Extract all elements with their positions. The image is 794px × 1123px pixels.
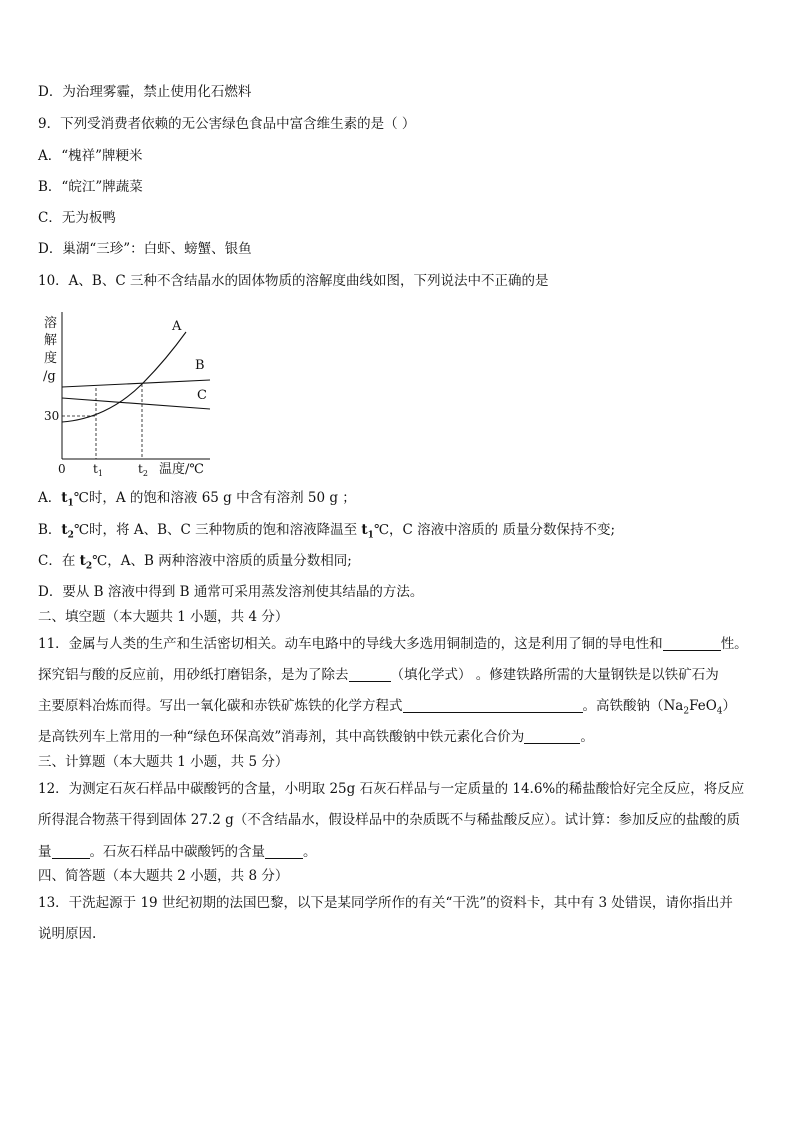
y-label-char-3: 度 (44, 351, 58, 366)
curve-a (62, 332, 186, 422)
q10-option-c: C．在 $t_2℃$，A、B 两种溶液中溶质的质量分数相同; (38, 553, 352, 572)
curve-b (62, 380, 210, 387)
section-4-heading: 四、简答题（本大题共 2 小题，共 8 分） (38, 868, 289, 884)
q12-line-1: 12．为测定石灰石样品中碳酸钙的含量，小明取 25g 石灰石样品与一定质量的 14.6%的稀盐酸恰好完全反应，将反应 (38, 781, 745, 797)
q9-stem: 9．下列受消费者依赖的无公害绿色食品中富含维生素的是（ ） (38, 116, 416, 132)
curve-a-label: A (172, 319, 182, 334)
q11-line-4: 是高铁列车上常用的一种“绿色环保高效”消毒剂，其中高铁酸钠中铁元素化合价为 。 (38, 729, 594, 745)
q11-blank-2 (349, 666, 391, 682)
q9-option-c: C．无为板鸭 (38, 210, 116, 226)
origin-label: 0 (58, 462, 66, 476)
section-2-heading: 二、填空题（本大题共 1 小题，共 4 分） (38, 609, 289, 625)
q12-line-3: 量 。石灰石样品中碳酸钙的含量 。 (38, 844, 317, 860)
q9-option-b: B．“皖江”牌蔬菜 (38, 179, 143, 195)
q11-blank-3 (403, 697, 583, 713)
q11-line-3: 主要原料冶炼而得。写出一氧化碳和赤铁矿炼铁的化学方程式 。高铁酸钠$(Na_2FeO_4)$ (38, 698, 737, 717)
q13-line-1: 13．干洗起源于 19 世纪初期的法国巴黎，以下是某同学所作的有关“干洗”的资料卡，其中有 3 处错误，请你指出并 (38, 895, 733, 911)
curve-c (62, 398, 210, 409)
section-3-heading: 三、计算题（本大题共 1 小题，共 5 分） (38, 754, 289, 770)
y-label-char-4: /g (43, 369, 56, 384)
q9-option-a: A．“槐祥”牌粳米 (38, 148, 143, 164)
curve-b-label: B (195, 358, 205, 373)
x-axis-label: 温度/℃ (159, 462, 204, 477)
q11-line-1: 11．金属与人类的生产和生活密切相关。动车电路中的导线大多选用铜制造的，这是利用了铜的导电性和 性。 (38, 636, 748, 652)
q10-option-a: A．$t_1℃$时，A 的饱和溶液 65 g 中含有溶剂 50 g ； (38, 490, 356, 509)
q8-option-d: D．为治理雾霾，禁止使用化石燃料 (38, 84, 252, 100)
q10-stem: 10．A、B、C 三种不含结晶水的固体物质的溶解度曲线如图，下列说法中不正确的是 (38, 273, 549, 289)
solubility-curve-figure (38, 312, 228, 482)
y-label-char-2: 解 (44, 333, 58, 348)
q10-option-b: B．$t_2℃$时，将 A、B、C 三种物质的饱和溶液降温至 $t_1℃$，C 溶液中溶质的 质量分数保持不变; (38, 522, 615, 541)
q12-line-2: 所得混合物蒸干得到固体 27.2 g（不含结晶水，假设样品中的杂质既不与稀盐酸反应）。试计算：参加反应的盐酸的质 (38, 812, 741, 828)
y-label-char-1: 溶 (44, 316, 58, 331)
t1-label: $t_1$ (93, 462, 103, 478)
q11-line-2: 探究铝与酸的反应前，用砂纸打磨铝条，是为了除去 （填化学式） 。修建铁路所需的大量钢铁是以铁矿石为 (38, 667, 719, 683)
q12-blank-1 (52, 843, 90, 859)
q9-option-d: D．巢湖“三珍”：白虾、螃蟹、银鱼 (38, 241, 252, 257)
y-tick-30: 30 (44, 409, 60, 423)
q12-blank-2 (265, 843, 303, 859)
q11-blank-4 (524, 728, 580, 744)
q13-line-2: 说明原因. (38, 926, 97, 942)
q11-blank-1 (663, 635, 721, 651)
curve-c-label: C (197, 388, 207, 403)
t2-label: $t_2$ (138, 462, 148, 478)
q10-option-d: D．要从 B 溶液中得到 B 通常可采用蒸发溶剂使其结晶的方法。 (38, 584, 424, 600)
